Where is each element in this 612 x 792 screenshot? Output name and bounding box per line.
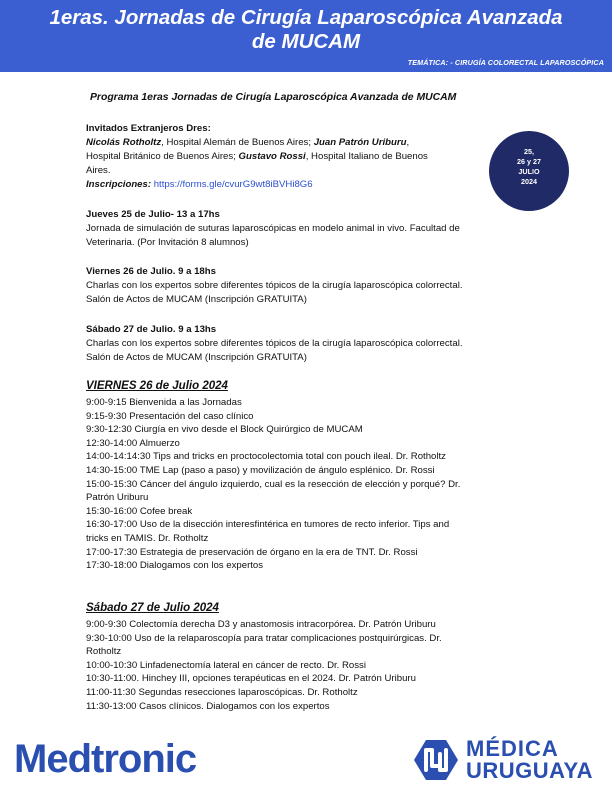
guests-line-3: Aires. [86, 165, 111, 176]
event-title-thursday: Jueves 25 de Julio- 13 a 17hs [86, 209, 220, 220]
event-title-saturday: Sábado 27 de Julio. 9 a 13hs [86, 324, 217, 335]
header-title: 1eras. Jornadas de Cirugía Laparoscópica Avanzada de MUCAM [49, 6, 563, 53]
list-item: 15:30-16:00 Cofee break [86, 505, 193, 517]
list-item: 17:30-18:00 Dialogamos con los expertos [86, 560, 264, 572]
event-desc-thursday-1: Jornada de simulación de suturas laparoscópicas en modelo animal in vivo. Facultad de [86, 223, 460, 234]
medtronic-logo: Medtronic [14, 737, 197, 781]
list-item: Patrón Uriburu [86, 492, 149, 504]
inscripciones-line: Inscripciones: https://forms.gle/cvurG9wt8iBVHi8G6 [86, 179, 313, 190]
event-desc-saturday-1: Charlas con los expertos sobre diferentes tópicos de la cirugía laparoscópica colorrectal. [86, 338, 463, 349]
list-item: 14:30-15:00 TME Lap (paso a paso) y movilización de ángulo esplénico. Dr. Rossi [86, 464, 435, 476]
event-desc-thursday-2: Veterinaria. (Por Invitación 8 alumnos) [86, 237, 249, 248]
list-item: 10:30-11:00. Hinchey III, opciones terapéuticas en el 2024. Dr. Patrón Uriburu [86, 673, 416, 685]
saturday-schedule-heading: Sábado 27 de Julio 2024 [86, 602, 219, 614]
event-desc-friday-2: Salón de Actos de MUCAM (Inscripción GRATUITA) [86, 294, 307, 305]
list-item: 10:00-10:30 Linfadenectomía lateral en cáncer de recto. Dr. Rossi [86, 659, 366, 671]
list-item: 17:00-17:30 Estrategia de preservación de órgano en la era de TNT. Dr. Rossi [86, 546, 418, 558]
list-item: Rotholtz [86, 646, 122, 658]
friday-schedule-heading: VIERNES 26 de Julio 2024 [86, 380, 228, 392]
list-item: 11:30-13:00 Casos clínicos. Dialogamos con los expertos [86, 700, 330, 712]
list-item: 9:00-9:15 Bienvenida a las Jornadas [86, 397, 242, 408]
list-item: 12:30-14:00 Almuerzo [86, 437, 180, 449]
inscripciones-link[interactable]: https://forms.gle/cvurG9wt8iBVHi8G6 [153, 179, 313, 190]
list-item: 16:30-17:00 Uso de la disección interesfintérica en tumores de recto inferior. Tips and [86, 519, 450, 531]
event-title-friday: Viernes 26 de Julio. 9 a 18hs [86, 266, 216, 277]
program-title: Programa 1eras Jornadas de Cirugía Laparoscópica Avanzada de MUCAM [90, 92, 457, 103]
list-item: 9:30-10:00 Uso de la relaparoscopía para tratar complicaciones postquirúrgicas. Dr. [86, 632, 442, 644]
list-item: 9:15-9:30 Presentación del caso clínico [86, 410, 254, 422]
medica-uruguaya-wordmark: MÉDICA URUGUAYA [466, 736, 594, 783]
list-item: 9:00-9:30 Colectomía derecha D3 y anastomosis intracorpórea. Dr. Patrón Uriburu [86, 619, 436, 630]
friday-schedule [86, 396, 460, 573]
event-desc-saturday-2: Salón de Actos de MUCAM (Inscripción GRATUITA) [86, 352, 307, 363]
list-item: 11:00-11:30 Segundas resecciones laparoscópicas. Dr. Rotholtz [86, 686, 358, 698]
tematica-label: TEMÁTICA: - CIRUGÍA COLORECTAL LAPAROSCÓPICA [407, 58, 604, 67]
dates-badge: 25, 26 y 27 JULIO 2024 [489, 131, 569, 211]
list-item: 14:00-14:14:30 Tips and tricks en proctocolectomia total con pouch ileal. Dr. Rotholtz [86, 451, 446, 463]
guests-heading: Invitados Extranjeros Dres: [86, 123, 211, 134]
list-item: tricks en TAMIS. Dr. Rotholtz [86, 532, 209, 544]
saturday-schedule [86, 618, 442, 713]
list-item: 15:00-15:30 Cáncer del ángulo izquierdo, cual es la resección de elección y porqué? Dr. [86, 478, 461, 490]
event-desc-friday-1: Charlas con los expertos sobre diferentes tópicos de la cirugía laparoscópica colorrectal. [86, 280, 463, 291]
guests-line-2: Hospital Británico de Buenos Aires; Gustavo Rossi, Hospital Italiano de Buenos [86, 151, 428, 162]
guests-line-1: Nicolás Rotholtz, Hospital Alemán de Buenos Aires; Juan Patrón Uriburu, [86, 137, 410, 148]
medica-uruguaya-logo-icon [412, 738, 460, 782]
list-item: 9:30-12:30 Ciurgía en vivo desde el Block Quirúrgico de MUCAM [86, 424, 363, 436]
header-banner [0, 0, 612, 72]
